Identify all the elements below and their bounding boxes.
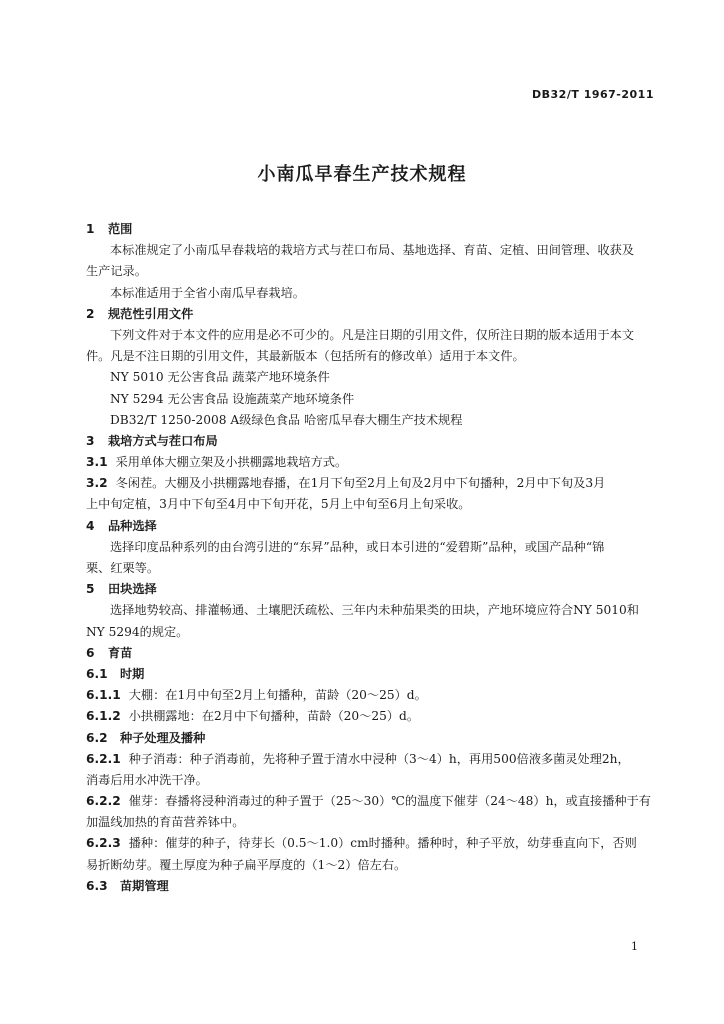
- standard-code: DB32/T 1967-2011: [532, 88, 654, 101]
- clause-line: [86, 452, 656, 473]
- paragraph-line: 下列文件对于本文件的应用是必不可少的。凡是注日期的引用文件，仅所注日期的版本适用于本文: [110, 327, 635, 342]
- clause-number: 6.2.3: [86, 836, 121, 851]
- section-title: 规范性引用文件: [108, 306, 194, 321]
- section-number: 2: [86, 306, 95, 321]
- clause-line: [86, 749, 656, 770]
- section-title: 范围: [108, 222, 133, 236]
- section-number: 6: [86, 645, 95, 660]
- clause-text: 采用单体大棚立架及小拱棚露地栽培方式。: [115, 455, 348, 470]
- page-number: 1: [631, 940, 638, 953]
- section-number: 6.2: [86, 730, 108, 745]
- paragraph-line: 易折断幼芽。覆土厚度为种子扁平厚度的（1～2）倍左右。: [86, 857, 407, 872]
- paragraph-line: 选择地势较高、排灌畅通、土壤肥沃疏松、三年内未种茄果类的田块，产地环境应符合NY 5010和: [110, 603, 639, 618]
- paragraph-line: 加温线加热的育苗营养钵中。: [86, 815, 245, 830]
- clause-line: [86, 833, 656, 854]
- paragraph-line: NY 5294的规定。: [86, 624, 189, 639]
- section-heading: [86, 219, 656, 240]
- section-heading: [86, 664, 656, 685]
- section-number: 4: [86, 518, 95, 533]
- section-title: 时期: [120, 666, 145, 681]
- section-heading: [86, 876, 656, 897]
- clause-number: 6.1.1: [86, 688, 121, 703]
- section-number: 5: [86, 582, 95, 597]
- paragraph-line: 生产记录。: [86, 264, 147, 279]
- clause-text: 催芽：春播将浸种消毒过的种子置于（25～30）℃的温度下催芽（24～48）h，或直接播种于有: [128, 794, 651, 809]
- clause-line: [86, 685, 656, 706]
- section-heading: [86, 579, 656, 600]
- section-heading: [86, 728, 656, 749]
- clause-text: 大棚：在1月中旬至2月上旬播种，苗龄（20～25）d。: [128, 688, 427, 703]
- section-title: 种子处理及播种: [120, 730, 206, 745]
- section-heading: [86, 431, 656, 452]
- paragraph-line: 本标准规定了小南瓜早春栽培的栽培方式与茬口布局、基地选择、育苗、定植、田间管理、收获及: [110, 243, 635, 258]
- section-title: 品种选择: [108, 518, 157, 533]
- clause-text: 播种：催芽的种子，待芽长（0.5～1.0）cm时播种。播种时，种子平放，幼芽垂直向下，否则: [128, 836, 637, 851]
- section-title: 苗期管理: [120, 878, 169, 893]
- clause-number: 6.2.2: [86, 794, 121, 809]
- paragraph-line: 件。凡是不注日期的引用文件，其最新版本（包括所有的修改单）适用于本文件。: [86, 349, 525, 364]
- paragraph-line: NY 5294 无公害食品 设施蔬菜产地环境条件: [110, 391, 355, 406]
- section-title: 田块选择: [108, 582, 157, 597]
- clause-number: 3.2: [86, 476, 108, 491]
- paragraph-line: DB32/T 1250-2008 A级绿色食品 哈密瓜早春大棚生产技术规程: [110, 412, 463, 427]
- clause-text: 种子消毒：种子消毒前，先将种子置于清水中浸种（3～4）h，再用500倍液多菌灵处理2h，: [128, 751, 630, 766]
- paragraph-line: NY 5010 无公害食品 蔬菜产地环境条件: [110, 370, 330, 385]
- document-title: 小南瓜早春生产技术规程: [257, 164, 467, 185]
- paragraph-line: 选择印度品种系列的由台湾引进的“东昇”品种，或日本引进的“爱碧斯”品种，或国产品种“锦: [110, 539, 605, 554]
- section-title: 育苗: [108, 645, 133, 660]
- paragraph-line: 上中旬定植，3月中下旬至4月中下旬开花，5月上中旬至6月上旬采收。: [86, 497, 471, 512]
- paragraph-line: 本标准适用于全省小南瓜早春栽培。: [110, 285, 305, 300]
- document-body: [86, 219, 656, 897]
- paragraph-line: 栗、红栗等。: [86, 561, 160, 575]
- clause-line: [86, 473, 656, 494]
- clause-number: 6.2.1: [86, 751, 121, 766]
- section-title: 栽培方式与茬口布局: [108, 433, 218, 448]
- section-number: 1: [86, 222, 95, 236]
- section-heading: [86, 304, 656, 325]
- clause-text: 小拱棚露地：在2月中下旬播种，苗龄（20～25）d。: [128, 709, 420, 724]
- section-number: 6.3: [86, 878, 108, 893]
- clause-line: [86, 706, 656, 727]
- section-heading: [86, 643, 656, 664]
- section-number: 6.1: [86, 666, 108, 681]
- clause-text: 冬闲茬。大棚及小拱棚露地春播，在1月下旬至2月上旬及2月中下旬播种，2月中下旬及3月: [115, 476, 606, 491]
- section-number: 3: [86, 433, 95, 448]
- section-heading: [86, 516, 656, 537]
- paragraph-line: 消毒后用水冲洗干净。: [86, 772, 208, 787]
- clause-line: [86, 791, 656, 812]
- clause-number: 6.1.2: [86, 709, 121, 724]
- clause-number: 3.1: [86, 455, 108, 470]
